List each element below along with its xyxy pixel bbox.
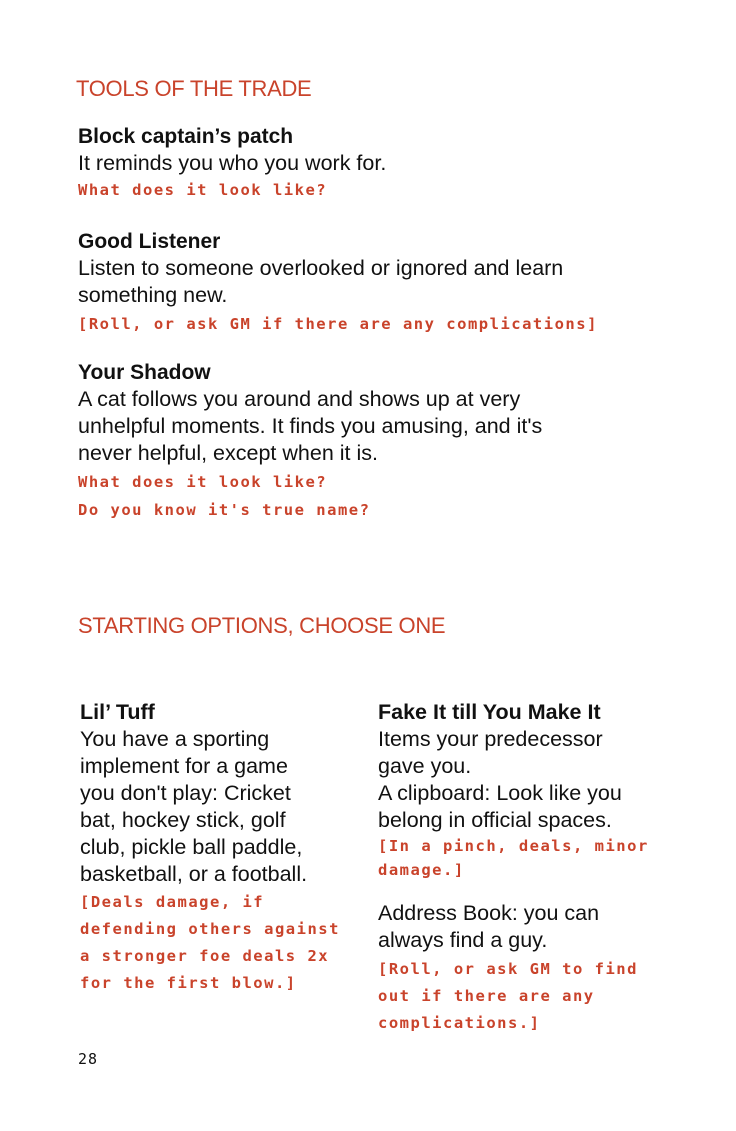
option-body-line: belong in official spaces. (378, 808, 612, 832)
page-number: 28 (78, 1050, 99, 1068)
option-note: complications.] (378, 1014, 541, 1032)
tool-title: Your Shadow (78, 361, 211, 384)
tool-body-line: A cat follows you around and shows up at very (78, 387, 521, 411)
option-note: defending others against (80, 920, 340, 938)
tool-body-line: something new. (78, 283, 228, 307)
tool-item-block-captains-patch (78, 123, 386, 204)
option-title: Lil’ Tuff (80, 700, 155, 724)
tool-body-line: Listen to someone overlooked or ignored and learn (78, 256, 564, 280)
tool-note: What does it look like? (78, 181, 328, 199)
option-title: Fake It till You Make It (378, 700, 601, 724)
tool-note: Do you know it's true name? (78, 501, 371, 519)
option-body-line: Items your predecessor (378, 727, 603, 751)
tool-item-your-shadow (78, 359, 542, 524)
option-body-line: A clipboard: Look like you (378, 781, 622, 805)
option-note: [Roll, or ask GM to find (378, 960, 638, 978)
option-note: out if there are any (378, 987, 595, 1005)
option-note: [In a pinch, deals, minor (378, 837, 649, 855)
option-body-line: gave you. (378, 754, 472, 778)
tool-note: [Roll, or ask GM if there are any complications] (78, 315, 598, 333)
tools-heading: TOOLS OF THE TRADE (76, 76, 312, 101)
tool-title: Good Listener (78, 230, 221, 253)
option-body-line: bat, hockey stick, golf (80, 808, 286, 832)
tool-body-line: It reminds you who you work for. (78, 151, 387, 175)
tool-body-line: unhelpful moments. It finds you amusing, and it's (78, 414, 543, 438)
option-lil-tuff (80, 699, 340, 997)
option-fake-it (378, 699, 649, 1037)
options-heading: STARTING OPTIONS, CHOOSE ONE (78, 613, 446, 638)
option-note: [Deals damage, if (80, 893, 265, 911)
option-note: damage.] (378, 861, 465, 879)
option-body-line: Address Book: you can (378, 901, 600, 925)
tool-item-good-listener (78, 228, 598, 338)
option-body-line: implement for a game (80, 754, 288, 778)
tool-note: What does it look like? (78, 473, 328, 491)
option-body-line: club, pickle ball paddle, (80, 835, 303, 859)
option-note: for the first blow.] (80, 974, 297, 992)
option-body-line: you don't play: Cricket (80, 781, 291, 805)
option-body-line: You have a sporting (80, 727, 270, 751)
tool-body-line: never helpful, except when it is. (78, 441, 378, 465)
option-body-line: always find a guy. (378, 928, 548, 952)
tool-title: Block captain’s patch (78, 125, 294, 148)
option-note: a stronger foe deals 2x (80, 947, 330, 965)
option-body-line: basketball, or a football. (80, 862, 308, 886)
